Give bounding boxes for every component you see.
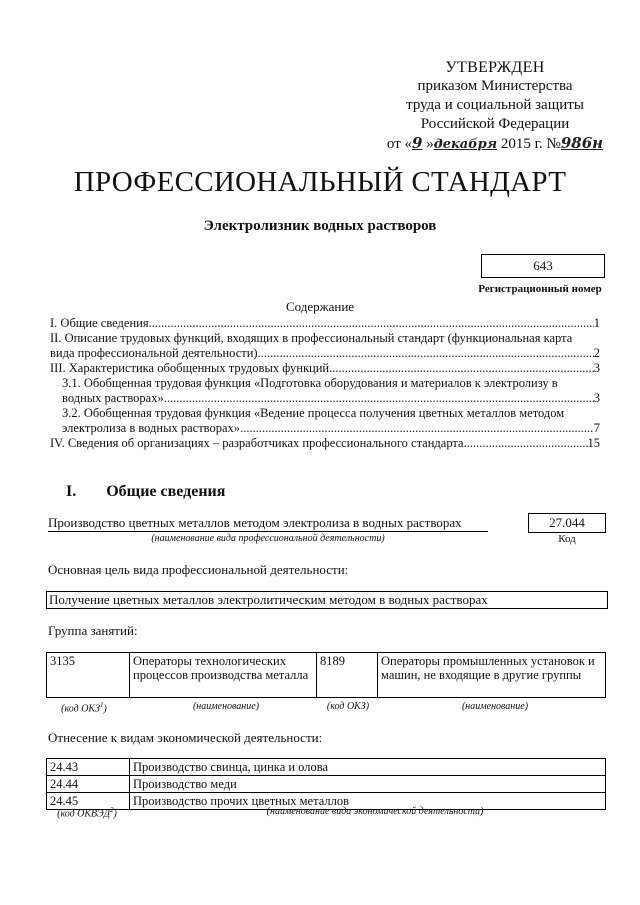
approval-line-2: труда и социальной защиты — [406, 97, 584, 113]
page-title: ПРОФЕССИОНАЛЬНЫЙ СТАНДАРТ — [73, 166, 567, 198]
section-numeral: I. — [66, 483, 77, 500]
order-line — [380, 134, 610, 154]
toc-list — [50, 316, 600, 451]
okved-name-cell: Производство меди — [130, 776, 606, 793]
okz-name-caption: (наименование) — [192, 701, 260, 712]
okz-code-caption-2: (код ОКЗ) — [326, 701, 370, 712]
approval-block — [380, 58, 610, 154]
approval-line-1: приказом Министерства — [417, 78, 573, 94]
approval-line-3: Российской Федерации — [420, 116, 570, 132]
activity-caption: (наименование вида профессиональной деятельности) — [151, 533, 385, 544]
toc-item-page: 1 — [593, 316, 600, 330]
toc-item[interactable] — [50, 406, 600, 436]
toc-item[interactable] — [50, 331, 600, 361]
okved-label: Отнесение к видам экономической деятельности: — [48, 730, 323, 745]
okz-code-caption: (код ОКЗ$^1$) — [61, 701, 107, 715]
okved-table — [46, 758, 606, 810]
registration-number-box: 643 — [481, 254, 605, 278]
toc-item-page: 7 — [593, 421, 600, 435]
order-day: 9 — [412, 134, 423, 152]
toc-heading: Содержание — [285, 299, 355, 314]
toc-item-label-cont: вида профессиональной деятельности) — [50, 346, 258, 360]
goal-box: Получение цветных металлов электролитическим методом в водных растворах — [46, 591, 608, 609]
code-caption: Код — [558, 533, 576, 545]
toc-item[interactable] — [50, 361, 600, 376]
activity-code-box: 27.044 — [528, 513, 606, 533]
okved-code-cell: 24.45 — [47, 793, 130, 810]
toc-item[interactable] — [50, 376, 600, 406]
goal-label: Основная цель вида профессиональной деятельности: — [48, 562, 349, 577]
okz-name-cell: Операторы промышленных установок и машин, не входящие в другие группы — [378, 653, 606, 698]
standard-subtitle: Электролизник водных растворов — [203, 218, 437, 234]
okz-code-cell: 3135 — [47, 653, 130, 698]
okz-name-cell: Операторы технологических процессов производства металла — [130, 653, 317, 698]
order-number: 986н — [560, 134, 604, 152]
approval-heading: УТВЕРЖДЕН — [445, 59, 545, 76]
okved-name-cell: Производство свинца, цинка и олова — [130, 759, 606, 776]
activity-name: Производство цветных металлов методом электролиза в водных растворах — [48, 515, 462, 530]
okved-code-caption: (код ОКВЭД$^2$) — [57, 806, 117, 820]
toc-item-label-cont: электролиза в водных растворах» — [62, 421, 241, 435]
toc-item-page: 15 — [587, 436, 600, 450]
toc-item-label: IV. Сведения об организациях – разработчиках профессионального стандарта — [50, 436, 464, 450]
order-quote: » — [426, 136, 434, 152]
table-row — [47, 653, 606, 698]
okz-code-cell: 8189 — [317, 653, 378, 698]
group-label: Группа занятий: — [48, 623, 138, 638]
toc-item-label: II. Описание трудовых функций, входящих в профессиональный стандарт (функциональная карта — [50, 331, 573, 345]
toc-item-page: 3 — [593, 391, 600, 405]
okved-name-caption: (наименование вида экономической деятельности) — [266, 806, 484, 817]
toc-item[interactable] — [50, 316, 600, 331]
activity-name-field — [48, 515, 488, 532]
toc-item-label-cont: водных растворах» — [62, 391, 164, 405]
okved-code-cell: 24.43 — [47, 759, 130, 776]
toc-item-label: III. Характеристика обобщенных трудовых функций — [50, 361, 330, 375]
okz-name-caption-2: (наименование) — [461, 701, 529, 712]
toc-item[interactable] — [50, 436, 600, 451]
section-name: Общие сведения — [106, 483, 226, 500]
toc-item-label: 3.2. Обобщенная трудовая функция «Ведение процесса получения цветных металлов методом — [62, 406, 565, 420]
order-month: декабря — [433, 137, 498, 152]
section-heading — [66, 483, 225, 501]
okved-code-cell: 24.44 — [47, 776, 130, 793]
order-from: от « — [386, 136, 413, 152]
toc-item-label: 3.1. Обобщенная трудовая функция «Подготовка оборудования и материалов к электролизу в — [62, 376, 558, 390]
toc-item-page: 3 — [593, 361, 600, 375]
toc-item-label: I. Общие сведения — [50, 316, 149, 330]
registration-label: Регистрационный номер — [478, 283, 602, 295]
table-row — [47, 776, 606, 793]
table-row — [47, 759, 606, 776]
occupation-group-table — [46, 652, 606, 698]
toc-item-page: 2 — [593, 346, 600, 360]
okved-name-cell: Производство прочих цветных металлов — [130, 793, 606, 810]
order-year: 2015 г. № — [500, 136, 561, 152]
